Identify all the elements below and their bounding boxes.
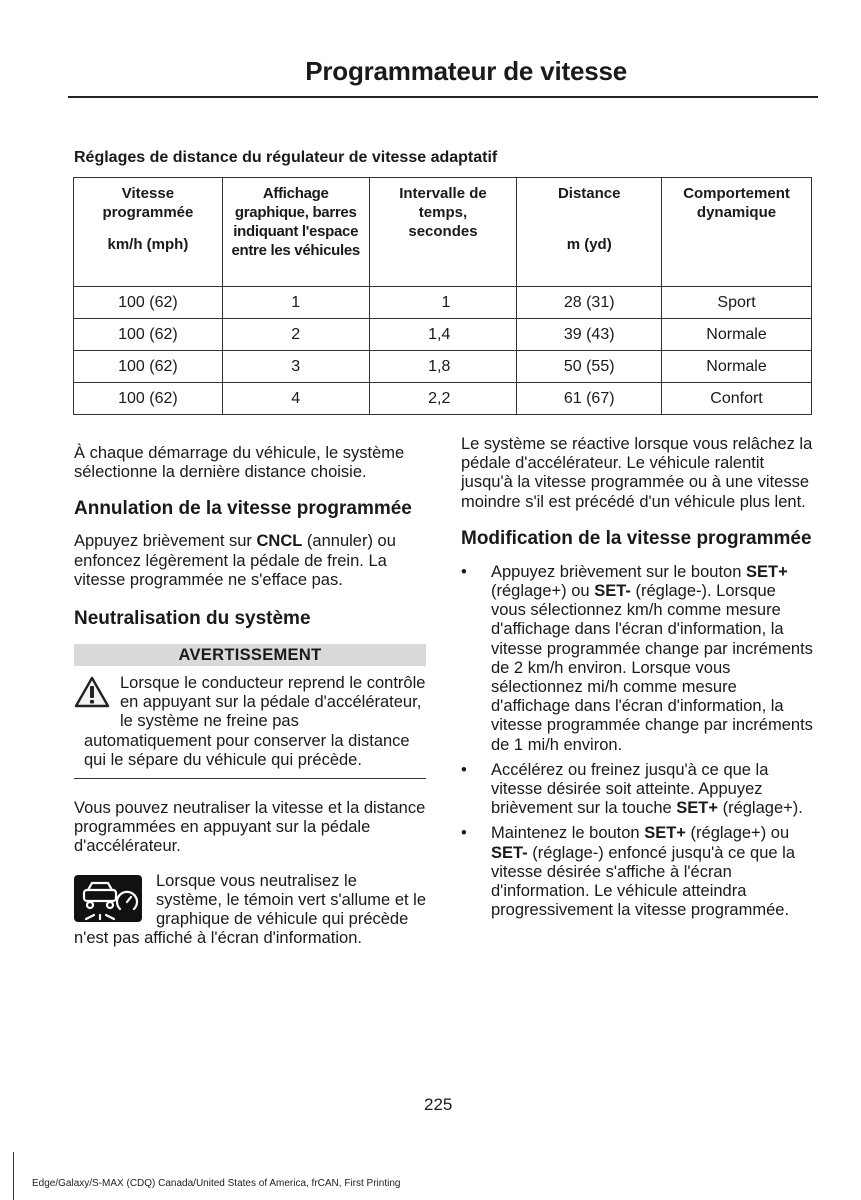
table-row	[74, 319, 812, 351]
list-item: • Maintenez le bouton SET+ (réglage+) ou SET- (réglage-) enfoncé jusqu'à ce que la vitesse désirée s'affiche à l'écran d'information. Le véhicule atteindra progressivement la vitesse programmée.	[461, 824, 796, 920]
warning-header: AVERTISSEMENT	[74, 644, 426, 666]
title-rule	[68, 96, 818, 98]
col-header-behavior: Comportement dynamique	[662, 178, 812, 287]
col-header-distance: Distance m (yd)	[517, 178, 662, 287]
table-cell: Normale	[662, 319, 812, 351]
table-cell: 1	[222, 287, 369, 319]
cancel-heading: Annulation de la vitesse programmée	[74, 498, 412, 520]
neutralize-heading: Neutralisation du système	[74, 608, 311, 630]
table-cell: 2	[222, 319, 369, 351]
table-cell: 100 (62)	[74, 319, 223, 351]
cruise-control-indicator-icon	[74, 875, 142, 927]
list-item: • Appuyez brièvement sur le bouton SET+ (réglage+) ou SET- (réglage-). Lorsque vous sélectionnez km/h comme mesure d'affichage dans l'écran d'information, la vitesse programmée change par incréments de 2 km/h environ. Lorsque vous sélectionnez mi/h comme mesure d'affichage dans l'écran d'information, la vitesse programmée change par incréments de 1 mi/h environ.	[461, 562, 813, 754]
cncl-key-label: CNCL	[256, 532, 303, 551]
table-cell: 1	[369, 287, 517, 319]
table-cell: 100 (62)	[74, 351, 223, 383]
warning-box	[74, 674, 426, 770]
modify-heading: Modification de la vitesse programmée	[461, 527, 812, 549]
table-row	[74, 287, 812, 319]
table-cell: 39 (43)	[517, 319, 662, 351]
col-header-display: Affichage graphique, barres indiquant l'espace entre les véhicules	[222, 178, 369, 287]
crop-mark	[13, 1152, 14, 1200]
warning-text: Lorsque le conducteur reprend le contrôle en appuyant sur la pédale d'accélérateur, le système ne freine pas automatiquement pour conserver la distance qui le sépare du véhicule qui précède.	[84, 674, 426, 769]
neutralize-paragraph: Vous pouvez neutraliser la vitesse et la distance programmées en appuyant sur la pédale d'accélérateur.	[74, 799, 426, 856]
table-cell: 50 (55)	[517, 351, 662, 383]
distance-settings-table	[73, 177, 812, 415]
table-row	[74, 351, 812, 383]
table-cell: Normale	[662, 351, 812, 383]
table-cell: 1,4	[369, 319, 517, 351]
table-cell: 100 (62)	[74, 287, 223, 319]
resume-paragraph: Le système se réactive lorsque vous relâchez la pédale d'accélérateur. Le véhicule ralentit jusqu'à la vitesse programmée ou à une vitesse moindre s'il est précédé d'un véhicule plus lent.	[461, 435, 813, 511]
table-caption: Réglages de distance du régulateur de vitesse adaptatif	[74, 149, 498, 166]
list-item: • Accélérez ou freinez jusqu'à ce que la vitesse désirée soit atteinte. Appuyez brièvement sur la touche SET+ (réglage+).	[461, 760, 803, 818]
table-cell: 3	[222, 351, 369, 383]
right-column	[461, 435, 813, 920]
warning-bottom-rule	[74, 778, 426, 779]
table-cell: 100 (62)	[74, 383, 223, 415]
table-cell: 61 (67)	[517, 383, 662, 415]
bullet-mark: •	[461, 760, 467, 779]
table-cell: 1,8	[369, 351, 517, 383]
bullet-mark: •	[461, 824, 467, 843]
table-cell: Sport	[662, 287, 812, 319]
table-cell: Confort	[662, 383, 812, 415]
table-cell: 4	[222, 383, 369, 415]
table-cell: 2,2	[369, 383, 517, 415]
left-column	[74, 444, 426, 948]
col-header-speed: Vitesse programmée km/h (mph)	[74, 178, 223, 287]
page-title: Programmateur de vitesse	[305, 56, 627, 86]
intro-paragraph: À chaque démarrage du véhicule, le système sélectionne la dernière distance choisie.	[74, 444, 405, 482]
bullet-mark: •	[461, 562, 467, 581]
page-number: 225	[424, 1095, 453, 1114]
footer-text: Edge/Galaxy/S-MAX (CDQ) Canada/United States of America, frCAN, First Printing	[32, 1178, 401, 1189]
table-row	[74, 383, 812, 415]
warning-triangle-icon	[74, 676, 110, 714]
col-header-interval: Intervalle de temps, secondes	[369, 178, 517, 287]
table-cell: 28 (31)	[517, 287, 662, 319]
indicator-note	[74, 872, 426, 949]
cancel-paragraph: Appuyez brièvement sur CNCL (annuler) ou enfoncez légèrement la pédale de frein. La vitesse programmée ne s'efface pas.	[74, 532, 396, 589]
indicator-paragraph: Lorsque vous neutralisez le système, le témoin vert s'allume et le graphique de véhicule qui précède n'est pas affiché à l'écran d'information.	[74, 871, 426, 948]
